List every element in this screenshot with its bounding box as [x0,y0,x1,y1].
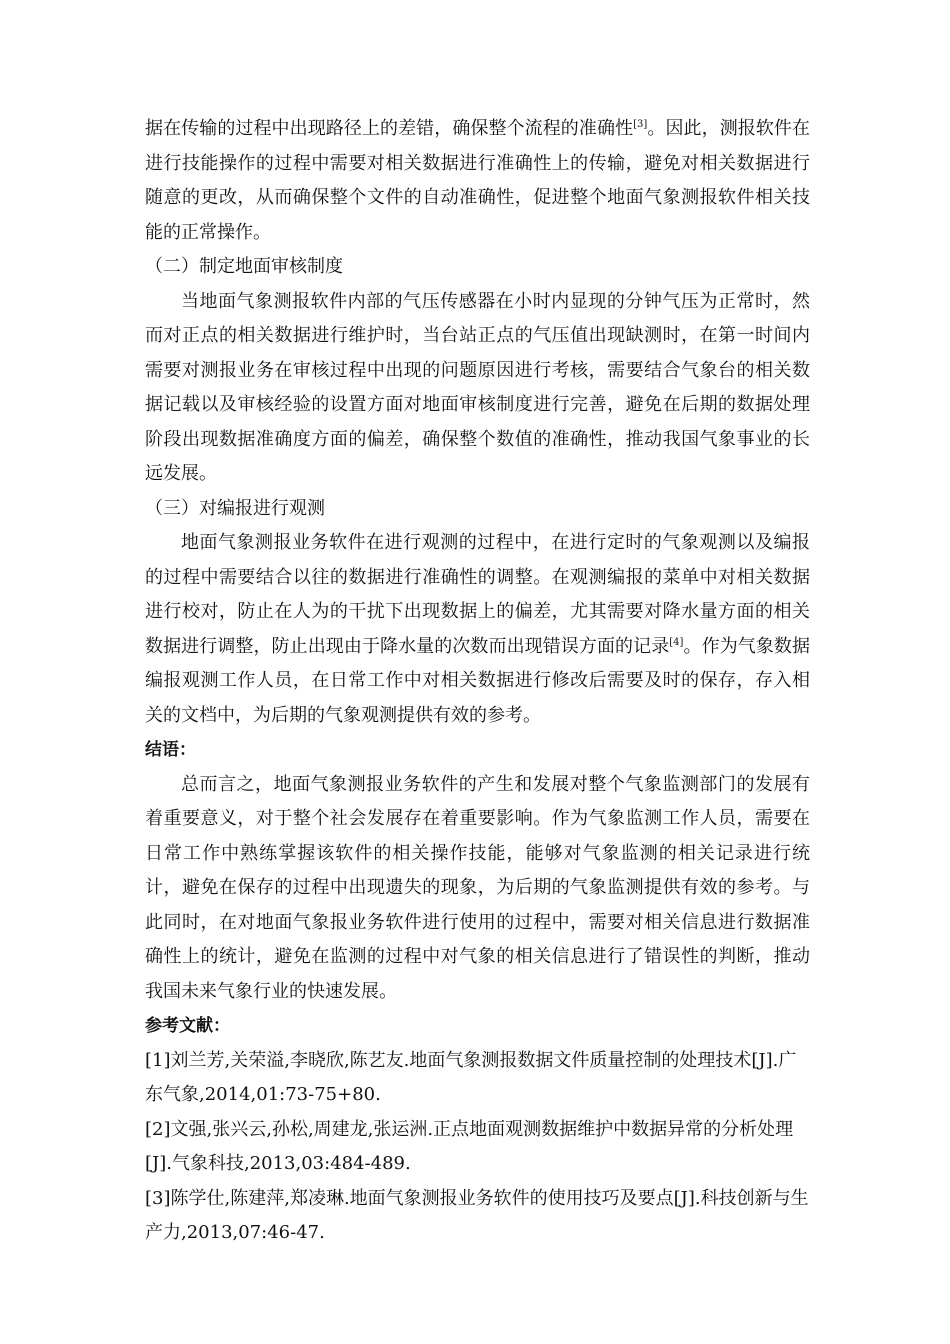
paragraph-continuation [145,112,810,250]
references-heading: 参考文献： [145,1016,230,1036]
reference-item: [3]陈学仕,陈建萍,郑凌琳.地面气象测报业务软件的使用技巧及要点[J].科技创新与生产力,2013,07:46-47. [145,1187,809,1243]
reference-item: [1]刘兰芳,关荣溢,李晓欣,陈艺友.地面气象测报数据文件质量控制的处理技术[J].广东气象,2014,01:73-75+80. [145,1049,797,1105]
paragraph-text-tail: 。因此，测报软件在进行技能操作的过程中需要对相关数据进行准确性上的传输，避免对相关数据进行随意的更改，从而确保整个文件的自动准确性，促进整个地面气象测报软件相关技能的正常操作。 [145,118,811,243]
paragraph-text: 地面气象测报业务软件在进行观测的过程中，在进行定时的气象观测以及编报的过程中需要结合以往的数据进行准确性的调整。在观测编报的菜单中对相关数据进行校对，防止在人为的干扰下出现数据上的偏差，尤其需要对降水量方面的相关数据进行调整，防止出现由于降水量的次数而出现错误方面的记录 [145,532,810,657]
document-page [145,112,810,1251]
paragraph-text-tail: 。作为气象数据编报观测工作人员，在日常工作中对相关数据进行修改后需要及时的保存，存入相关的文档中，为后期的气象观测提供有效的参考。 [145,635,811,726]
citation-marker: [4] [669,636,684,648]
conclusion-heading: 结语： [145,740,196,760]
conclusion-body: 总而言之，地面气象测报业务软件的产生和发展对整个气象监测部门的发展有着重要意义，对于整个社会发展存在着重要影响。作为气象监测工作人员，需要在日常工作中熟练掌握该软件的相关操作技能，能够对气象监测的相关记录进行统计，避免在保存的过程中出现遗失的现象，为后期的气象监测提供有效的参考。与此同时，在对地面气象报业务软件进行使用的过程中，需要对相关信息进行数据准确性上的统计，避免在监测的过程中对气象的相关信息进行了错误性的判断，推动我国未来气象行业的快速发展。 [145,773,810,1002]
section-heading-2: （二）制定地面审核制度 [145,256,343,277]
section-2-body: 当地面气象测报软件内部的气压传感器在小时内显现的分钟气压为正常时，然而对正点的相关数据进行维护时，当台站正点的气压值出现缺测时，在第一时间内需要对测报业务在审核过程中出现的问题原因进行考核，需要结合气象台的相关数据记载以及审核经验的设置方面对地面审核制度进行完善，避免在后期的数据处理阶段出现数据准确度方面的偏差，确保整个数值的准确性，推动我国气象事业的长远发展。 [145,290,810,484]
section-heading-3: （三）对编报进行观测 [145,497,325,519]
reference-item: [2]文强,张兴云,孙松,周建龙,张运洲.正点地面观测数据维护中数据异常的分析处理[J].气象科技,2013,03:484-489. [145,1118,794,1174]
citation-marker: [3] [633,119,648,130]
paragraph-text: 据在传输的过程中出现路径上的差错，确保整个流程的准确性 [145,118,634,139]
section-3-body [145,526,810,733]
